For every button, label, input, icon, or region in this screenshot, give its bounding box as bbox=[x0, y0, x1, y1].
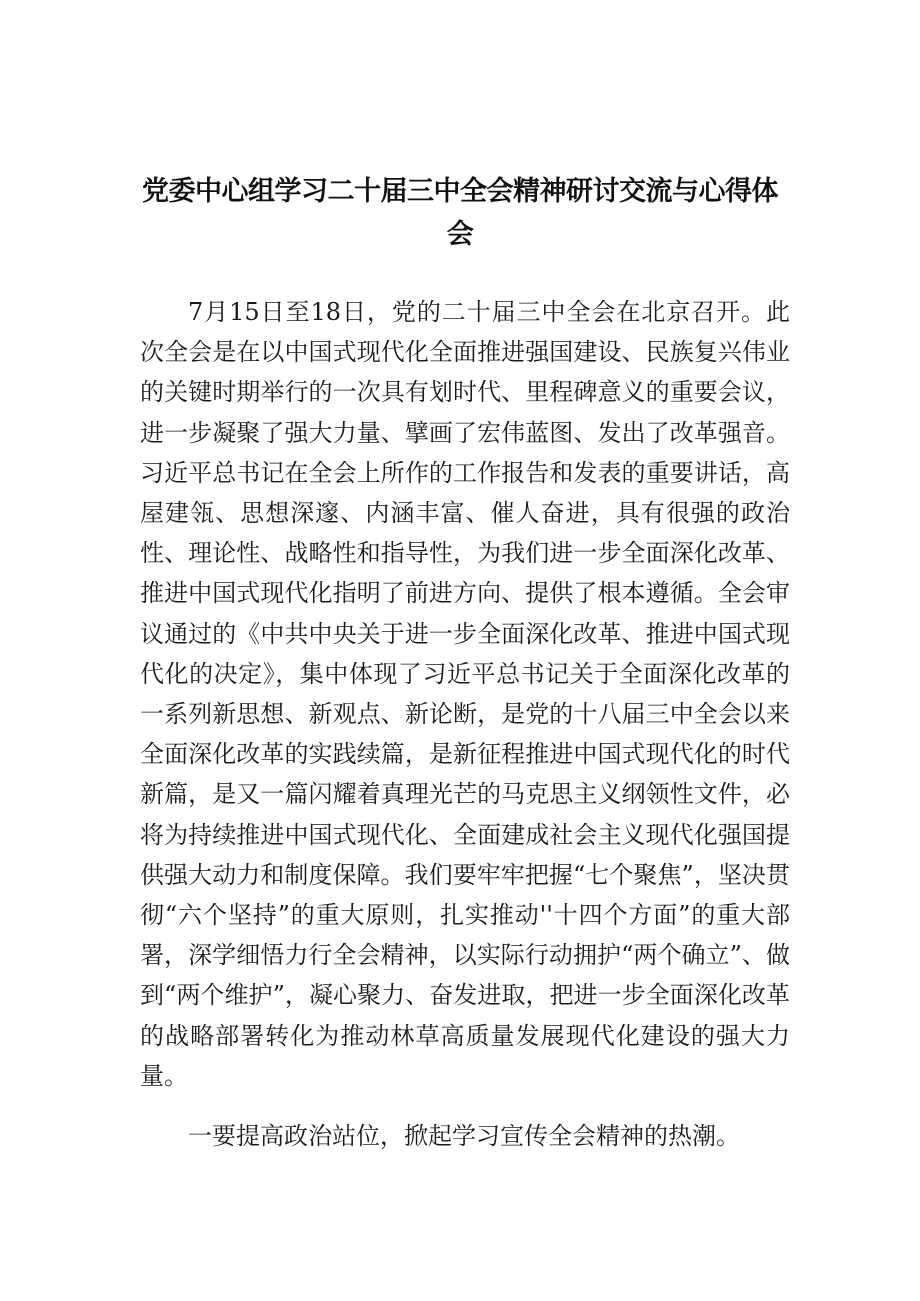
paragraph-1: 7月15日至18日，党的二十届三中全会在北京召开。此次全会是在以中国式现代化全面推进强国建设、民族复兴伟业的关键时期举行的一次具有划时代、里程碑意义的重要会议，进一步凝聚了强大力量、擘画了宏伟蓝图、发出了改革强音。习近平总书记在全会上所作的工作报告和发表的重要讲话，高屋建瓴、思想深邃、内涵丰富、催人奋进，具有很强的政治性、理论性、战略性和指导性，为我们进一步全面深化改革、推进中国式现代化指明了前进方向、提供了根本遵循。全会审议通过的《中共中央关于进一步全面深化改革、推进中国式现代化的决定》，集中体现了习近平总书记关于全面深化改革的一系列新思想、新观点、新论断，是党的十八届三中全会以来全面深化改革的实践续篇，是新征程推进中国式现代化的时代新篇，是又一篇闪耀着真理光芒的马克思主义纲领性文件，必将为持续推进中国式现代化、全面建成社会主义现代化强国提供强大动力和制度保障。我们要牢牢把握“七个聚焦”，坚决贯彻“六个坚持”的重大原则，扎实推动''十四个方面”的重大部署，深学细悟力行全会精神，以实际行动拥护“两个确立”、做到“两个维护”，凝心聚力、奋发进取，把进一步全面深化改革的战略部署转化为推动林草高质量发展现代化建设的强大力量。 bbox=[140, 298, 790, 1090]
document-title: 党委中心组学习二十届三中全会精神研讨交流与心得体会 bbox=[142, 176, 778, 250]
paragraph-2: 一要提高政治站位，掀起学习宣传全会精神的热潮。 bbox=[188, 1122, 740, 1150]
